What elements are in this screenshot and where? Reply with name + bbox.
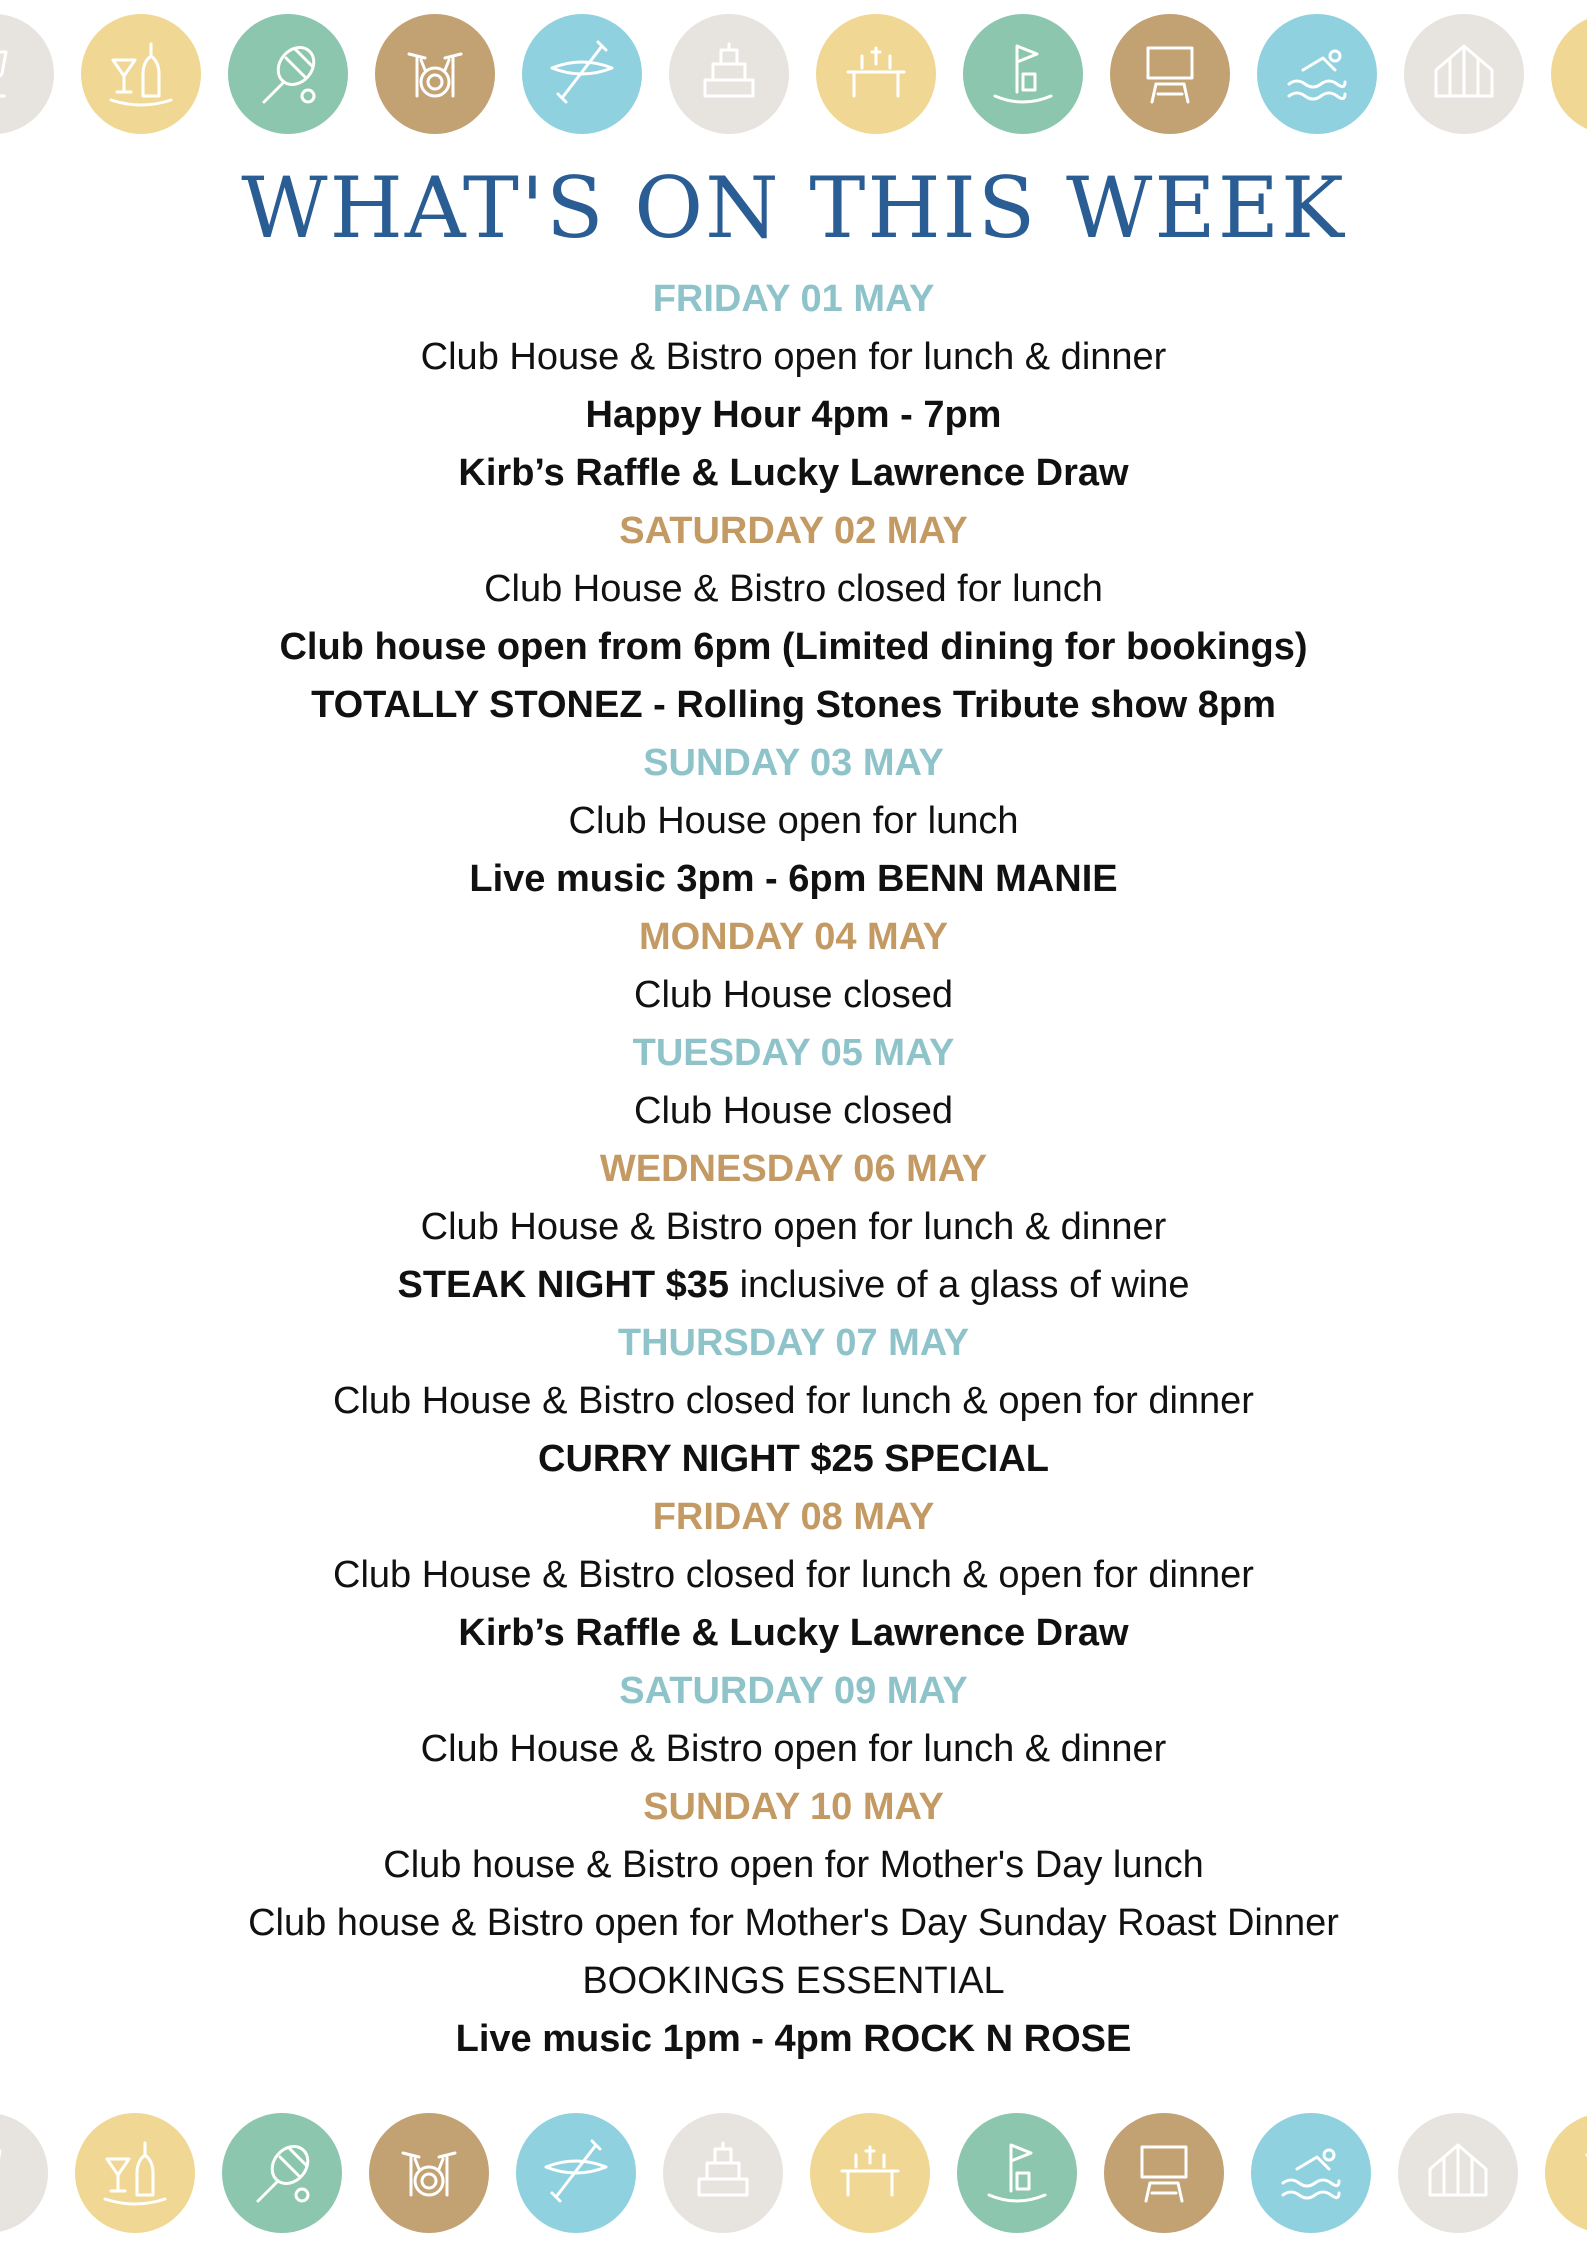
drum-kit-icon [375,14,495,134]
event-line: Kirb’s Raffle & Lucky Lawrence Draw [458,452,1129,494]
dining-table-icon [816,14,936,134]
tennis-icon [222,2113,342,2233]
kayak-icon [516,2113,636,2233]
bottom-icon-row [0,2108,1587,2238]
golf-icon [963,14,1083,134]
top-icon-row [0,9,1587,139]
event-line: Happy Hour 4pm - 7pm [585,394,1002,436]
wine-glass-icon [0,2113,48,2233]
icon-row-svg [0,2108,1587,2238]
day-heading: WEDNESDAY 06 MAY [599,1148,988,1190]
cocktail-wine-icon [81,14,201,134]
event-line: Kirb’s Raffle & Lucky Lawrence Draw [458,1612,1129,1654]
kayak-icon [522,14,642,134]
coffee-cup-icon [1551,14,1587,134]
event-line: BOOKINGS ESSENTIAL [582,1960,1005,2002]
event-detail: inclusive of a glass of wine [729,1264,1190,1306]
marquee-tent-icon [1398,2113,1518,2233]
event-line: Club house open from 6pm (Limited dining for bookings) [279,626,1308,668]
day-heading: SUNDAY 10 MAY [643,1786,944,1828]
schedule [0,270,1587,2068]
tennis-icon [228,14,348,134]
event-line: Club House & Bistro open for lunch & dinner [420,1728,1167,1770]
day-heading: TUESDAY 05 MAY [632,1032,955,1074]
day-heading: MONDAY 04 MAY [638,916,949,958]
coffee-cup-icon [1545,2113,1587,2233]
event-line: Club House open for lunch [568,800,1019,842]
wedding-cake-icon [663,2113,783,2233]
cinema-chair-icon [1104,2113,1224,2233]
event-line: Club house & Bistro open for Mother's Day lunch [383,1844,1204,1886]
event-line: CURRY NIGHT $25 SPECIAL [538,1438,1049,1480]
event-line: Club House & Bistro open for lunch & dinner [420,1206,1167,1248]
day-heading: FRIDAY 01 MAY [652,278,935,320]
wedding-cake-icon [669,14,789,134]
icon-row-svg [0,9,1587,139]
golf-icon [957,2113,1077,2233]
day-heading: SATURDAY 02 MAY [619,510,968,552]
event-line: Live music 3pm - 6pm BENN MANIE [469,858,1118,900]
drum-kit-icon [369,2113,489,2233]
event-line [0,1256,1587,1314]
event-line: Club House & Bistro closed for lunch & open for dinner [333,1554,1254,1596]
day-heading: FRIDAY 08 MAY [652,1496,935,1538]
event-line: Club House & Bistro closed for lunch & open for dinner [333,1380,1254,1422]
day-heading: THURSDAY 07 MAY [617,1322,970,1364]
event-line: Club House & Bistro closed for lunch [484,568,1103,610]
event-line: TOTALLY STONEZ - Rolling Stones Tribute show 8pm [311,684,1276,726]
swimming-icon [1257,14,1377,134]
swimming-icon [1251,2113,1371,2233]
marquee-tent-icon [1404,14,1524,134]
day-heading: SUNDAY 03 MAY [643,742,944,784]
event-highlight: STEAK NIGHT $35 [397,1264,730,1306]
event-line: Club House closed [634,1090,953,1132]
page-title: WHAT'S ON THIS WEEK [241,159,1346,257]
dining-table-icon [810,2113,930,2233]
event-line: Live music 1pm - 4pm ROCK N ROSE [455,2018,1132,2060]
event-line: Club house & Bistro open for Mother's Day Sunday Roast Dinner [248,1902,1339,1944]
cinema-chair-icon [1110,14,1230,134]
day-heading: SATURDAY 09 MAY [619,1670,968,1712]
cocktail-wine-icon [75,2113,195,2233]
event-line: Club House & Bistro open for lunch & dinner [420,336,1167,378]
event-line: Club House closed [634,974,953,1016]
wine-glass-icon [0,14,54,134]
